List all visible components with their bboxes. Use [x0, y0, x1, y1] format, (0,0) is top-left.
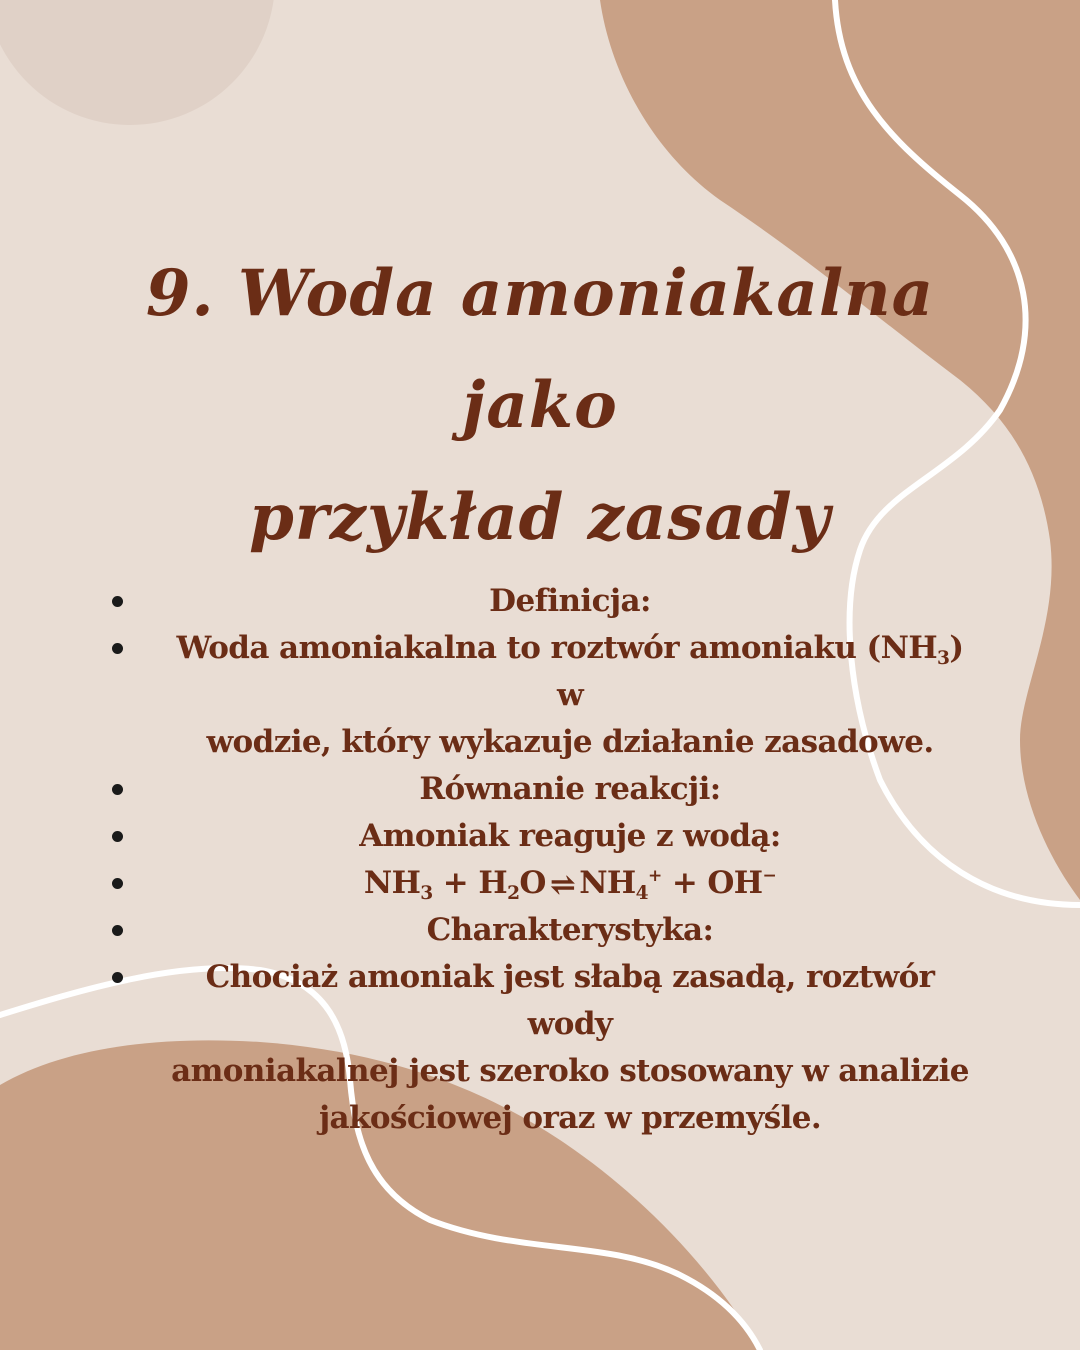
list-item-characteristic-line2 [100, 1048, 980, 1095]
charakterystyka-heading: Charakterystyka: [426, 912, 714, 948]
list-item-rownanie [100, 766, 980, 813]
definicja-heading: Definicja: [489, 583, 651, 619]
characteristic-text-line2: amoniakalnej jest szeroko stosowany w analizie [171, 1053, 969, 1089]
eq-sub-2: 2 [507, 883, 520, 904]
eq-nh: NH [363, 865, 421, 901]
eq-sup-minus: − [762, 866, 777, 886]
top-left-circle-shape [0, 0, 275, 125]
eq-sub-4: 4 [635, 883, 648, 904]
rownanie-heading: Równanie reakcji: [419, 771, 721, 807]
list-item-characteristic-line3 [100, 1095, 980, 1142]
list-item-equation [100, 860, 980, 907]
title-line-1: 9. Woda amoniakalna jako [145, 256, 935, 443]
title-line-2: przykład zasady [249, 480, 831, 555]
definition-text-part1: Woda amoniakalna to roztwór amoniaku (NH [176, 630, 938, 666]
chemical-equation [363, 865, 777, 904]
eq-sup-plus: + [647, 866, 662, 886]
eq-sub-3: 3 [420, 883, 433, 904]
eq-plus-oh: + OH [661, 865, 763, 901]
definition-subscript: 3 [937, 648, 950, 669]
eq-o: O [519, 865, 546, 901]
list-item-charakterystyka [100, 907, 980, 954]
list-item-definicja [100, 578, 980, 625]
list-item-amoniak [100, 813, 980, 860]
bullet-list [100, 578, 980, 1142]
eq-plus-h: + H [432, 865, 508, 901]
equilibrium-arrow-icon: ⇌ [549, 867, 576, 903]
definition-text-continued: wodzie, który wykazuje działanie zasadowe. [206, 724, 934, 760]
characteristic-text-line3: jakościowej oraz w przemyśle. [318, 1100, 822, 1136]
amoniak-text: Amoniak reaguje z wodą: [359, 818, 781, 854]
list-item-characteristic-text [100, 954, 980, 1048]
page-title [90, 238, 990, 574]
list-item-definition-text [100, 625, 980, 719]
eq-nh4: NH [579, 865, 636, 901]
list-item-definition-continued [100, 719, 980, 766]
characteristic-text-line1: Chociaż amoniak jest słabą zasadą, roztwór wody [205, 959, 935, 1042]
definition-text-part2: ) w [556, 630, 964, 713]
